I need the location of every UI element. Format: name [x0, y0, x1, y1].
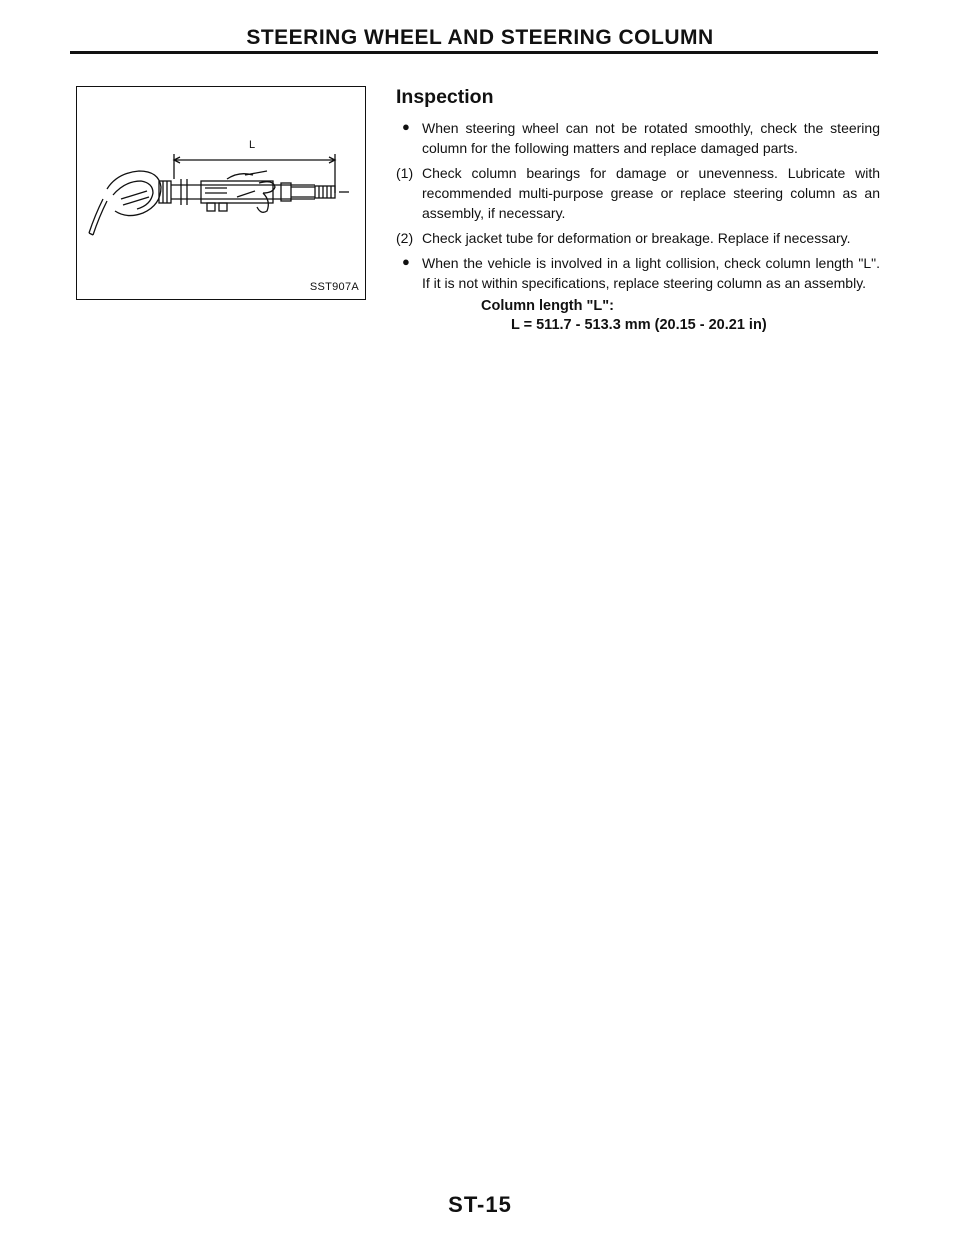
step-marker: (2) — [396, 230, 414, 246]
inspection-section — [396, 86, 880, 333]
bullet-marker: ● — [402, 254, 410, 269]
dimension-label-l: L — [249, 139, 256, 151]
list-item — [396, 163, 880, 223]
list-item-text: Check jacket tube for deformation or breakage. Replace if necessary. — [422, 230, 851, 246]
inspection-heading: Inspection — [396, 86, 494, 108]
steering-column-figure — [76, 86, 366, 300]
list-item-text: Check column bearings for damage or unevenness. Lubricate with recommended multi-purpose grease or replace steering column as an assembly, if necessary. — [422, 165, 880, 221]
list-item-text: When the vehicle is involved in a light collision, check column length "L". If it is not within specifications, replace steering column as an assembly. — [422, 255, 880, 291]
spec-value: L = 511.7 - 513.3 mm (20.15 - 20.21 in) — [511, 317, 767, 333]
steering-column-drawing — [77, 87, 367, 301]
spec-label: Column length "L": — [481, 298, 614, 314]
list-item-text: When steering wheel can not be rotated smoothly, check the steering column for the following matters and replace damaged parts. — [422, 120, 880, 156]
page-number: ST-15 — [448, 1192, 512, 1217]
list-item — [396, 118, 880, 158]
page-header-title: STEERING WHEEL AND STEERING COLUMN — [246, 26, 714, 49]
header-divider — [70, 51, 878, 54]
step-marker: (1) — [396, 165, 414, 181]
list-item — [396, 228, 880, 248]
list-item — [396, 253, 880, 293]
bullet-marker: ● — [402, 119, 410, 134]
figure-code: SST907A — [309, 281, 359, 293]
